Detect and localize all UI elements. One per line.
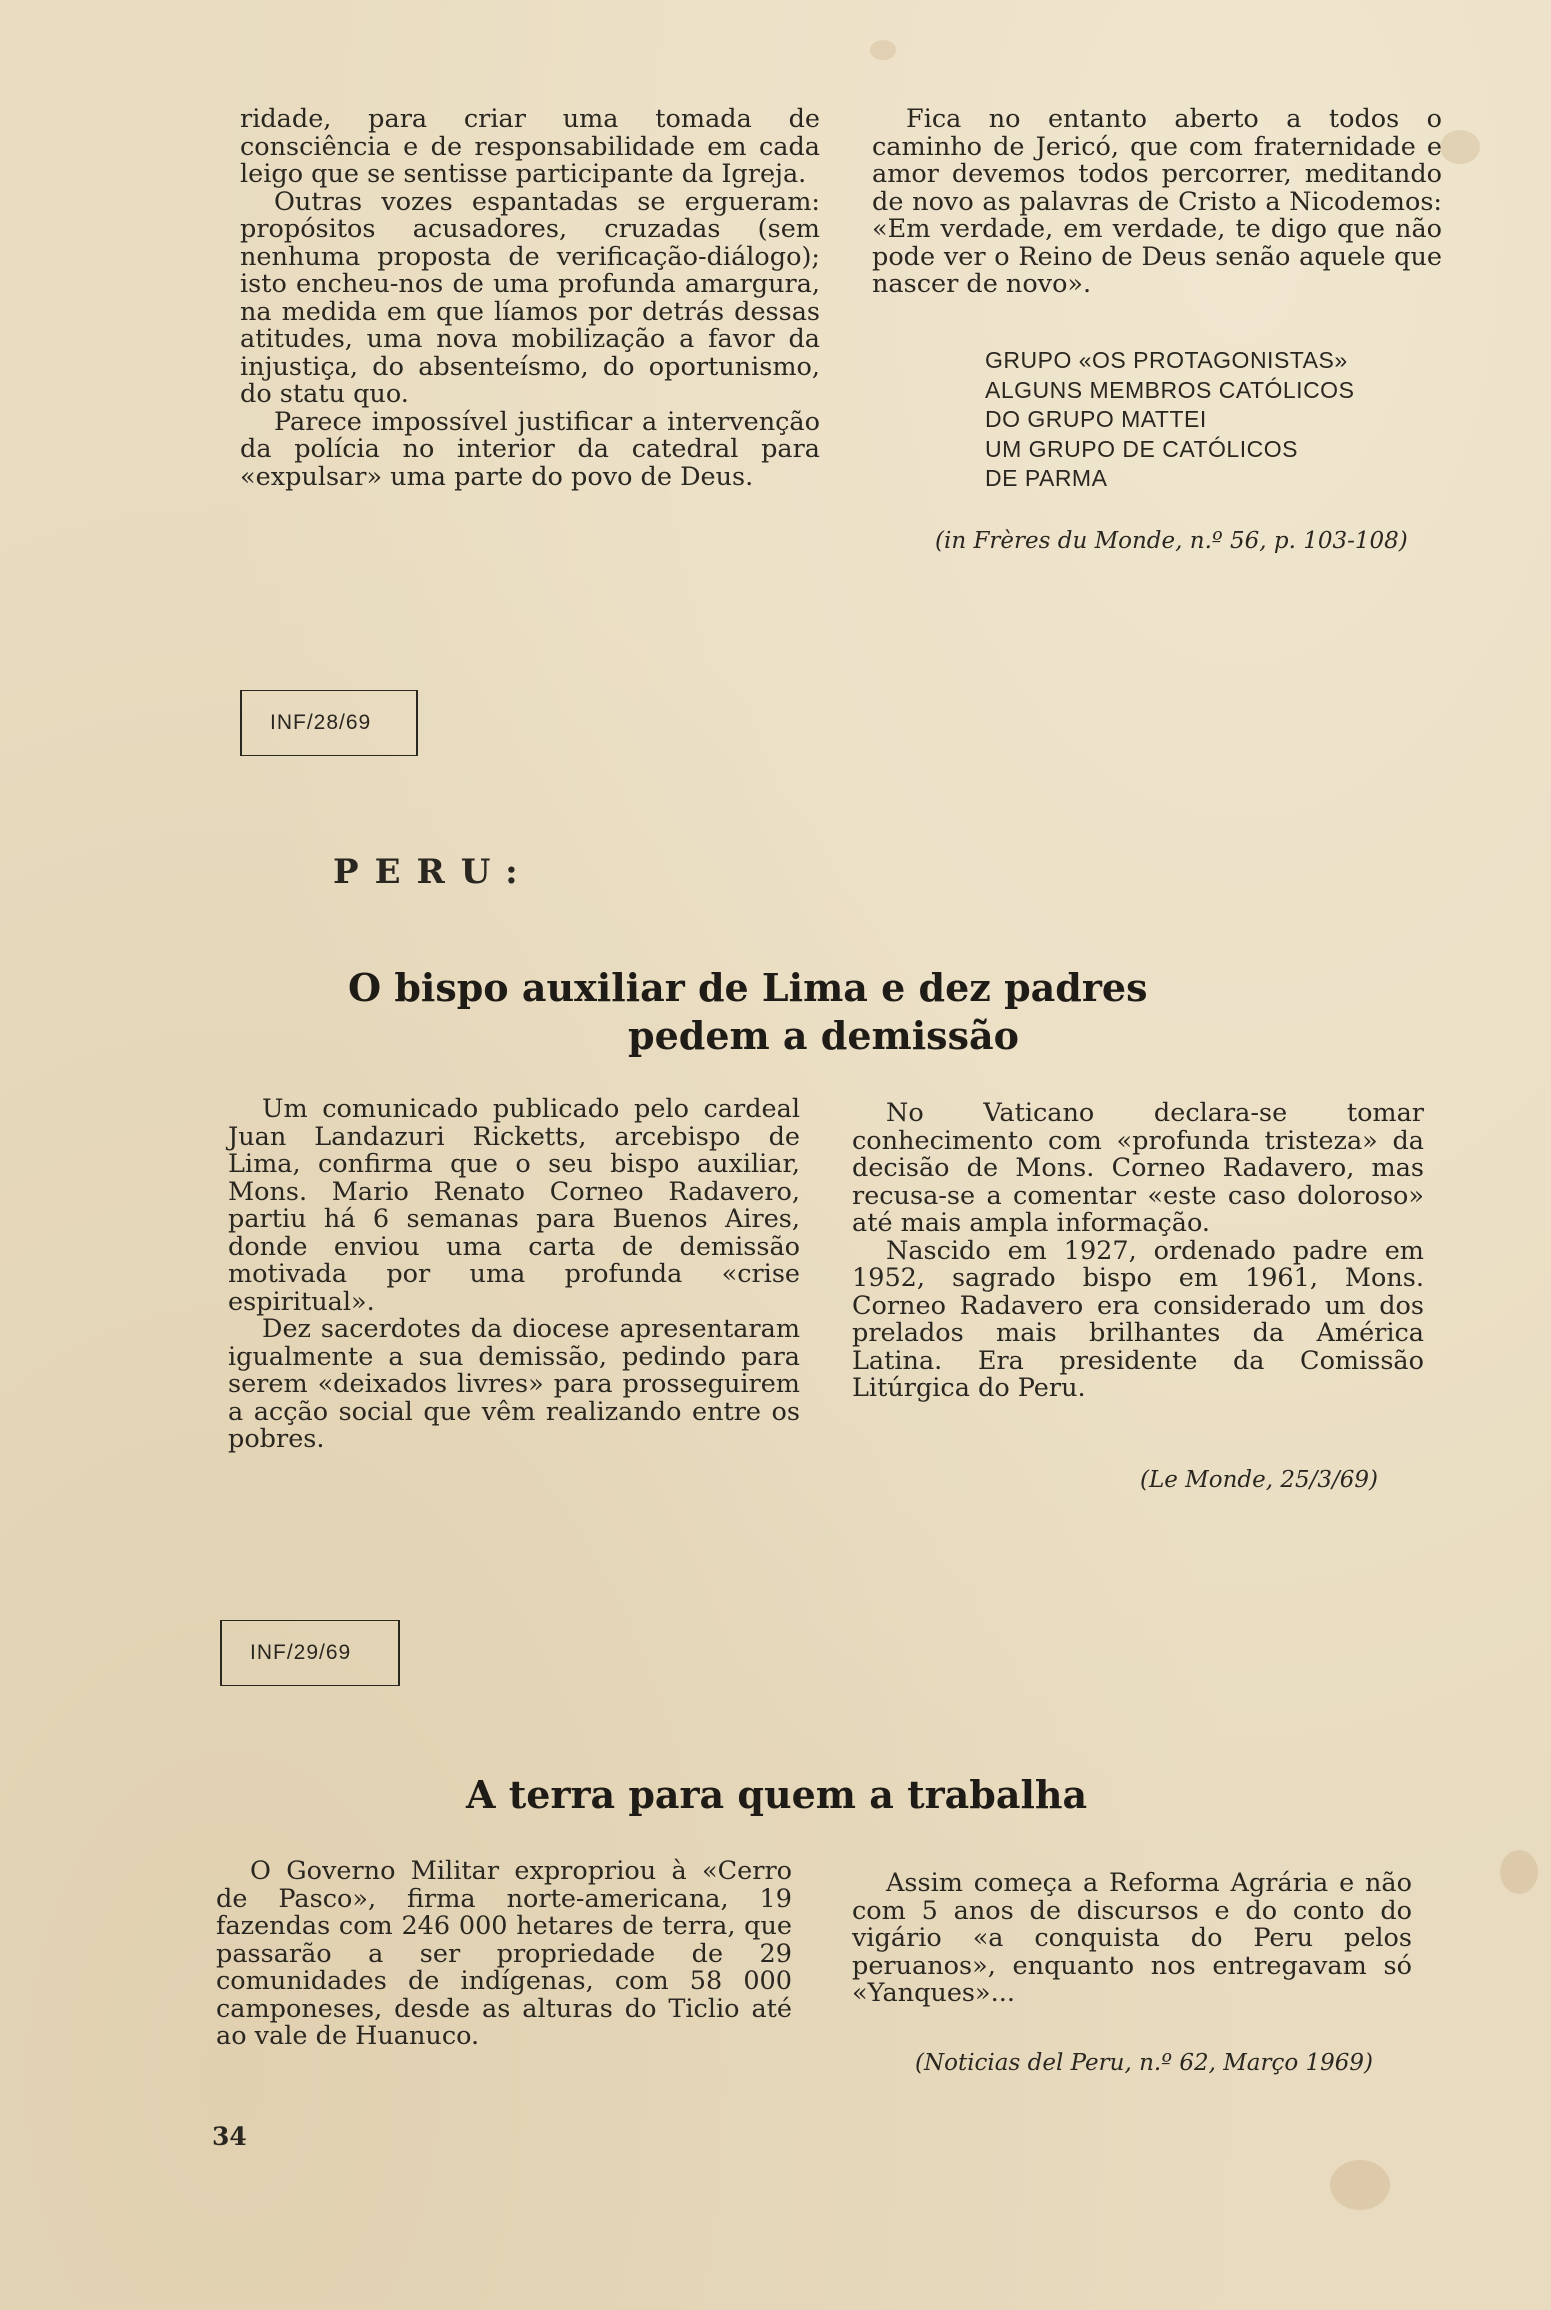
article-headline: A terra para quem a trabalha bbox=[466, 1772, 1088, 1817]
signature-line: DE PARMA bbox=[985, 465, 1108, 491]
paper-stain bbox=[1330, 2160, 1390, 2210]
article1-citation: (Le Monde, 25/3/69) bbox=[1140, 1467, 1378, 1493]
top-left-column bbox=[240, 106, 820, 491]
paragraph: Assim começa a Reforma Agrária e não com 5 anos de discursos e do conto do vigário «a conquista do Peru pelos peruanos», enquanto nos entregavam só «Yanques»... bbox=[852, 1868, 1412, 2008]
page-number: 34 bbox=[212, 2122, 247, 2151]
paragraph: Parece impossível justificar a intervenção da polícia no interior da catedral para «expulsar» uma parte do povo de Deus. bbox=[240, 406, 820, 492]
article-headline: pedem a demissão bbox=[628, 1013, 1019, 1058]
paragraph: Outras vozes espantadas se ergueram: propósitos acusadores, cruzadas (sem nenhuma proposta de verificação-diálogo); isto encheu-nos de uma profunda amargura, na medida em que líamos por detrás dessas atitudes, uma nova mobilização a favor da injustiça, do absenteísmo, do oportunismo, do statu quo. bbox=[240, 186, 820, 409]
paragraph: Fica no entanto aberto a todos o caminho de Jericó, que com fraternidade e amor devemos todos percorrer, meditando de novo as palavras de Cristo a Nicodemos: «Em verdade, em verdade, te digo que não pode ver o Reino de Deus senão aquele que nascer de novo». bbox=[872, 104, 1442, 299]
article2-left-column bbox=[216, 1858, 792, 2051]
inf-code-box: INF/28/69 bbox=[240, 690, 418, 756]
paper-stain bbox=[1500, 1850, 1538, 1894]
article2-citation: (Noticias del Peru, n.º 62, Março 1969) bbox=[915, 2050, 1374, 2076]
signatures-block bbox=[985, 346, 1354, 494]
paragraph: Dez sacerdotes da diocese apresentaram igualmente a sua demissão, pedindo para serem «deixados livres» para prosseguirem a acção social que vêm realizando entre os pobres. bbox=[228, 1314, 800, 1454]
paper-stain bbox=[870, 40, 896, 60]
signature-line: DO GRUPO MATTEI bbox=[985, 406, 1207, 432]
article1-right-column bbox=[852, 1100, 1424, 1403]
signature-line: ALGUNS MEMBROS CATÓLICOS bbox=[985, 376, 1355, 403]
article1-left-column bbox=[228, 1096, 800, 1454]
article2-right-column bbox=[852, 1870, 1412, 2008]
signature-line: UM GRUPO DE CATÓLICOS bbox=[985, 435, 1298, 462]
paragraph: Um comunicado publicado pelo cardeal Juan Landazuri Ricketts, arcebispo de Lima, confirma que o seu bispo auxiliar, Mons. Mario Renato Corneo Radavero, partiu há 6 semanas para Buenos Aires, donde enviou uma carta de demissão motivada por uma profunda «crise espiritual». bbox=[228, 1094, 800, 1317]
signature-line: GRUPO «OS PROTAGONISTAS» bbox=[985, 347, 1348, 373]
paragraph: O Governo Militar expropriou à «Cerro de Pasco», firma norte-americana, 19 fazendas com 246 000 hetares de terra, que passarão a ser propriedade de 29 comunidades de indígenas, com 58 000 camponeses, desde as alturas do Ticlio até ao vale de Huanuco. bbox=[216, 1856, 792, 2051]
top-citation: (in Frères du Monde, n.º 56, p. 103-108) bbox=[935, 528, 1408, 554]
paragraph: Nascido em 1927, ordenado padre em 1952, sagrado bispo em 1961, Mons. Corneo Radavero era considerado um dos prelados mais brilhantes da América Latina. Era presidente da Comissão Litúrgica do Peru. bbox=[852, 1235, 1424, 1403]
article-headline: O bispo auxiliar de Lima e dez padres bbox=[348, 965, 1148, 1010]
inf-code-box: INF/29/69 bbox=[220, 1620, 400, 1686]
paragraph: ridade, para criar uma tomada de consciência e de responsabilidade em cada leigo que se sentisse participante da Igreja. bbox=[240, 104, 820, 189]
top-right-column bbox=[872, 106, 1442, 299]
paper-stain bbox=[1440, 130, 1480, 164]
paragraph: No Vaticano declara-se tomar conhecimento com «profunda tristeza» da decisão de Mons. Corneo Radavero, mas recusa-se a comentar «este caso doloroso» até mais ampla informação. bbox=[852, 1098, 1424, 1238]
country-heading: PERU: bbox=[333, 852, 534, 892]
